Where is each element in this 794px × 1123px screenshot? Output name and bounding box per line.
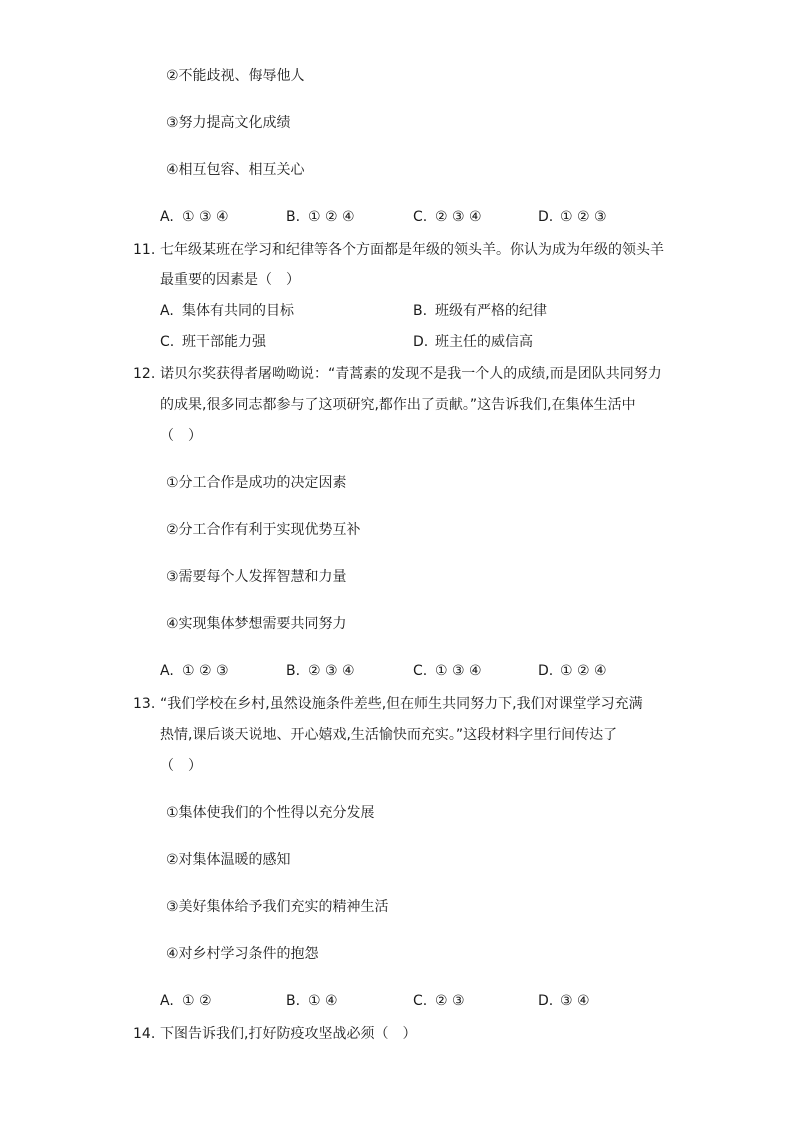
q13-stem-line-1: “我们学校在乡村,虽然设施条件差些,但在师生共同努力下,我们对课堂学习充满 bbox=[160, 696, 643, 712]
q13-option-a[interactable] bbox=[160, 991, 212, 1011]
q12-option-b[interactable] bbox=[286, 661, 355, 681]
q10-option-c[interactable] bbox=[413, 207, 482, 227]
q10-item-3: ③努力提高文化成绩 bbox=[166, 115, 291, 131]
q11-option-c[interactable] bbox=[160, 332, 266, 352]
q11-number: 11. bbox=[133, 242, 156, 258]
q12-option-c[interactable] bbox=[413, 661, 482, 681]
option-letter: C. bbox=[160, 334, 175, 350]
option-text: ① ④ bbox=[308, 993, 338, 1009]
option-text: ① ② ③ bbox=[560, 209, 607, 225]
q11-stem-line-1: 七年级某班在学习和纪律等各个方面都是年级的领头羊。你认为成为年级的领头羊 bbox=[160, 242, 664, 258]
q13-option-b[interactable] bbox=[286, 991, 338, 1011]
q10-item-2: ②不能歧视、侮辱他人 bbox=[166, 68, 305, 84]
option-text: 班主任的威信高 bbox=[435, 334, 533, 350]
option-letter: D. bbox=[538, 209, 554, 225]
q13-option-d[interactable] bbox=[538, 991, 590, 1011]
option-text: ② ③ ④ bbox=[435, 209, 482, 225]
option-letter: B. bbox=[286, 993, 301, 1009]
q13-stem-line-3: （ ） bbox=[160, 758, 202, 774]
option-text: ① ② ④ bbox=[308, 209, 355, 225]
option-letter: D. bbox=[413, 334, 429, 350]
q12-item-2: ②分工合作有利于实现优势互补 bbox=[166, 522, 361, 538]
q11-stem-line-2: 最重要的因素是（ ） bbox=[160, 272, 300, 288]
q13-stem-line-2: 热情,课后谈天说地、开心嬉戏,生活愉快而充实。”这段材料字里行间传达了 bbox=[160, 727, 618, 743]
option-text: ① ③ ④ bbox=[182, 209, 229, 225]
q11-option-d[interactable] bbox=[413, 332, 533, 352]
q14-stem-line-1: 下图告诉我们,打好防疫攻坚战必须（ ） bbox=[160, 1026, 417, 1042]
q13-item-1: ①集体使我们的个性得以充分发展 bbox=[166, 805, 375, 821]
option-text: ② ③ ④ bbox=[308, 663, 355, 679]
q13-item-4: ④对乡村学习条件的抱怨 bbox=[166, 946, 319, 962]
option-text: ① ③ ④ bbox=[435, 663, 482, 679]
q10-option-a[interactable] bbox=[160, 207, 229, 227]
option-letter: A. bbox=[160, 303, 174, 319]
q14-number: 14. bbox=[133, 1026, 156, 1042]
q12-item-3: ③需要每个人发挥智慧和力量 bbox=[166, 569, 347, 585]
q12-option-a[interactable] bbox=[160, 661, 229, 681]
q12-item-4: ④实现集体梦想需要共同努力 bbox=[166, 616, 347, 632]
option-text: ② ③ bbox=[435, 993, 465, 1009]
option-text: ③ ④ bbox=[560, 993, 590, 1009]
option-text: 班干部能力强 bbox=[182, 334, 266, 350]
option-text: ① ② bbox=[182, 993, 212, 1009]
option-text: 班级有严格的纪律 bbox=[435, 303, 547, 319]
option-letter: C. bbox=[413, 209, 428, 225]
q10-option-d[interactable] bbox=[538, 207, 607, 227]
q11-option-b[interactable] bbox=[413, 301, 547, 321]
option-text: 集体有共同的目标 bbox=[182, 303, 294, 319]
option-letter: B. bbox=[286, 663, 301, 679]
q11-option-a[interactable] bbox=[160, 301, 294, 321]
option-letter: B. bbox=[286, 209, 301, 225]
option-letter: A. bbox=[160, 663, 174, 679]
q13-number: 13. bbox=[133, 696, 156, 712]
q10-option-b[interactable] bbox=[286, 207, 355, 227]
q13-item-3: ③美好集体给予我们充实的精神生活 bbox=[166, 899, 389, 915]
q13-item-2: ②对集体温暖的感知 bbox=[166, 852, 291, 868]
option-letter: C. bbox=[413, 993, 428, 1009]
option-letter: D. bbox=[538, 993, 554, 1009]
q12-item-1: ①分工合作是成功的决定因素 bbox=[166, 475, 347, 491]
q12-stem-line-2: 的成果,很多同志都参与了这项研究,都作出了贡献。”这告诉我们,在集体生活中 bbox=[160, 397, 636, 413]
option-letter: A. bbox=[160, 993, 174, 1009]
q12-number: 12. bbox=[133, 366, 156, 382]
q12-option-d[interactable] bbox=[538, 661, 607, 681]
q13-option-c[interactable] bbox=[413, 991, 465, 1011]
option-text: ① ② ④ bbox=[560, 663, 607, 679]
option-letter: A. bbox=[160, 209, 174, 225]
option-text: ① ② ③ bbox=[182, 663, 229, 679]
option-letter: C. bbox=[413, 663, 428, 679]
q12-stem-line-1: 诺贝尔奖获得者屠呦呦说：“青蒿素的发现不是我一个人的成绩,而是团队共同努力 bbox=[160, 366, 662, 382]
option-letter: D. bbox=[538, 663, 554, 679]
q10-item-4: ④相互包容、相互关心 bbox=[166, 162, 305, 178]
q12-stem-line-3: （ ） bbox=[160, 428, 202, 444]
option-letter: B. bbox=[413, 303, 428, 319]
